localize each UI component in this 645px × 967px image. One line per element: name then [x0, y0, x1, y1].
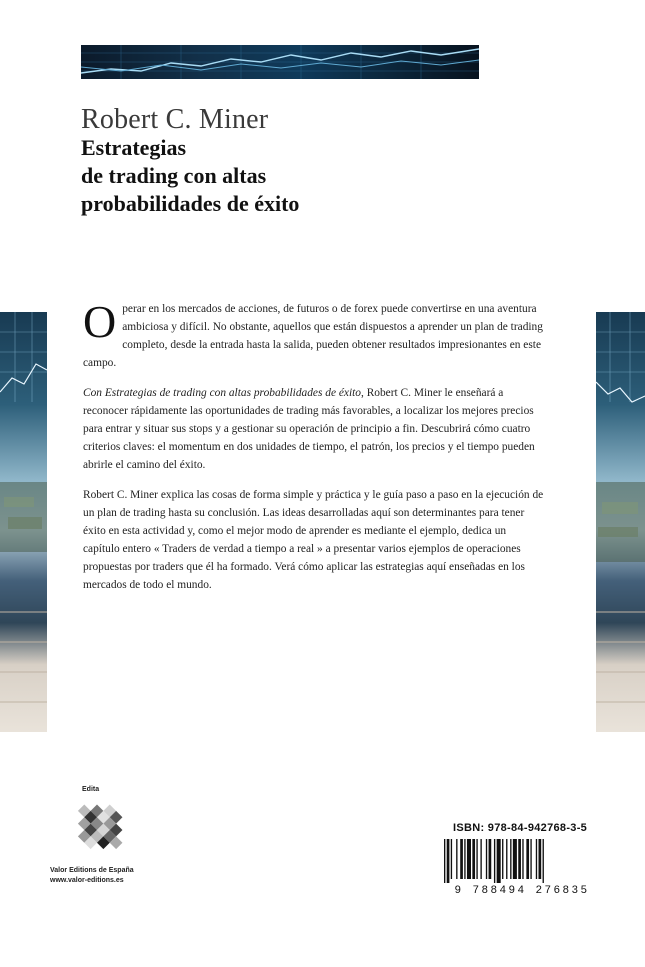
title-line: de trading con altas — [81, 163, 267, 188]
barcode-bar — [464, 839, 465, 879]
barcode-bar — [451, 839, 452, 879]
title-line: probabilidades de éxito — [81, 191, 300, 216]
paragraph-2-text: , Robert C. Miner le enseñará a reconocer rápidamente las oportunidades de trading más favorables, a localizar los mejores precios para entrar y situar sus stops y a gestionar su operación de principio a fin. Descubrirá cómo cuatro criterios claves: el momentum en dos unidades de tiempo, el patrón, los precios y el tiempo pueden abrirle el camino del éxito. — [83, 387, 535, 471]
barcode-bar — [536, 839, 537, 879]
stock-chart-graphic — [81, 45, 479, 79]
barcode-bar — [513, 839, 517, 879]
barcode-bar — [456, 839, 457, 879]
trading-photo-graphic — [596, 312, 645, 732]
publisher-name: Valor Editions de España — [50, 867, 134, 874]
barcode-bar — [539, 839, 542, 879]
barcode-bar — [530, 839, 531, 879]
right-side-photo — [596, 312, 645, 732]
paragraph-2 — [83, 384, 545, 474]
barcode-bar — [447, 839, 450, 883]
back-cover-blurb — [83, 296, 545, 606]
barcode-bar — [460, 839, 463, 879]
barcode-bar — [526, 839, 529, 879]
publisher-url: www.valor-editions.es — [50, 877, 124, 884]
author-name: Robert C. Miner — [81, 104, 269, 135]
barcode-bar — [543, 839, 544, 883]
barcode-bar — [494, 839, 495, 883]
barcode-bar — [486, 839, 487, 879]
barcode-bar — [467, 839, 471, 879]
left-side-photo — [0, 312, 47, 732]
barcode-bar — [518, 839, 521, 879]
top-banner-image — [81, 45, 479, 79]
barcode-digits: 9 788494 276835 — [454, 885, 590, 895]
barcode-icon — [440, 839, 604, 895]
drop-cap: O — [83, 296, 117, 347]
barcode-bar — [506, 839, 507, 879]
barcode-bar — [502, 839, 503, 879]
barcode-bar — [480, 839, 481, 879]
paragraph-1 — [83, 296, 545, 372]
barcode-bar — [444, 839, 445, 883]
barcode-bar — [472, 839, 475, 879]
title-line: Estrategias — [81, 135, 187, 160]
paragraph-3: Robert C. Miner explica las cosas de forma simple y práctica y le guía paso a paso en la ejecución de un plan de trading hasta su conclusión. Las ideas desarrolladas aquí son determinantes para tener éxito en esta actividad y, como el mejor modo de aprender es mediante el ejemplo, dedica un capítulo entero « Traders de verdad a tiempo a real » a presentar varios ejemplos de operaciones propuestas por traders que él ha formado. Verá cómo aplicar las estrategias aquí enseñadas en los mercados de todo el mundo. — [83, 489, 544, 591]
barcode-bar — [497, 839, 501, 883]
edita-label: Edita — [82, 786, 100, 793]
paragraph-1-text: perar en los mercados de acciones, de futuros o de forex puede convertirse en una aventura ambiciosa y difícil. No obstante, aquellos que están dispuestos a aprender un plan de trading completo, desde la entrada hasta la salida, pueden obtener resultados impresionantes en este campo. — [83, 303, 543, 369]
publisher-logo-icon — [62, 802, 132, 858]
book-title — [81, 134, 299, 218]
isbn-text: ISBN: 978-84-942768-3-5 — [453, 822, 588, 834]
trading-photo-graphic — [0, 312, 47, 732]
barcode-bar — [489, 839, 492, 879]
barcode-bar — [522, 839, 523, 879]
paragraph-2-book-title: Con Estrategias de trading con altas probabilidades de éxito — [83, 387, 361, 399]
publisher-info — [50, 866, 134, 886]
barcode-bar — [510, 839, 511, 879]
barcode-bar — [476, 839, 477, 879]
